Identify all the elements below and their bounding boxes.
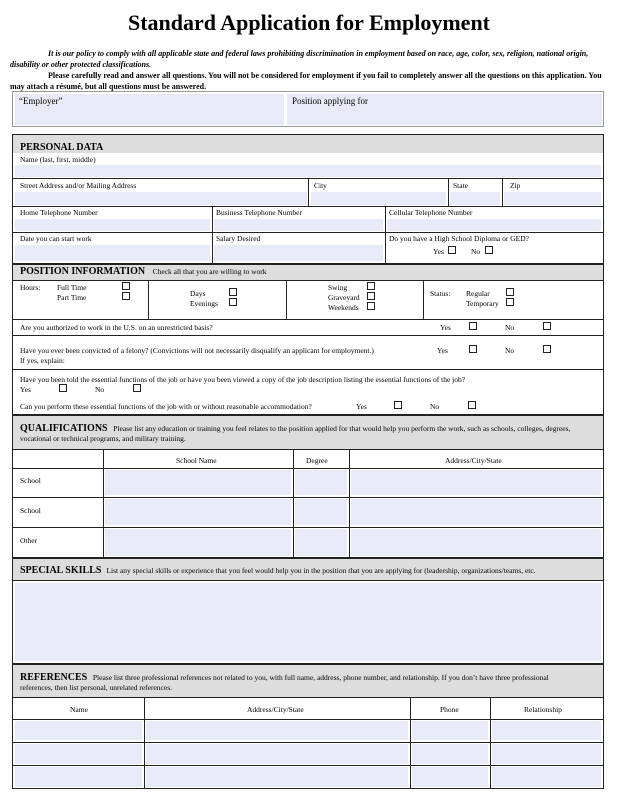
degree-field[interactable] [295,499,347,525]
divider [212,207,213,264]
diploma-question: Do you have a High School Diploma or GED? [389,234,529,243]
perform-question: Can you perform these essential functions of the job with or without reasonable accommodation? [20,402,312,411]
diploma-yes-label: Yes [433,247,444,256]
name-label: Name (last, first, middle) [20,155,96,164]
divider [13,719,603,720]
reference-name-field[interactable] [15,744,142,764]
full-time-checkbox[interactable] [122,282,130,290]
street-label: Street Address and/or Mailing Address [20,181,137,190]
days-label: Days [190,289,206,298]
divider [293,449,294,558]
reference-relationship-field[interactable] [492,767,601,787]
divider [13,527,603,528]
reference-name-field[interactable] [15,767,142,787]
job-functions-no-checkbox[interactable] [133,384,141,392]
reference-address-field[interactable] [146,744,408,764]
part-time-label: Part Time [57,293,87,302]
graveyard-checkbox[interactable] [367,292,375,300]
regular-label: Regular [466,289,490,298]
reference-phone-field[interactable] [412,721,488,740]
status-label: Status: [430,289,451,298]
cell-phone-field[interactable] [387,219,601,231]
felony-question: Have you ever been convicted of a felony? (Convictions will not necessarily disqualify an applicant for employment.) [20,346,374,355]
zip-field[interactable] [504,192,601,205]
start-date-label: Date you can start work [20,234,92,243]
part-time-checkbox[interactable] [122,292,130,300]
authorized-question: Are you authorized to work in the U.S. on an unrestricted basis? [20,323,213,332]
qualifications-heading-text: QUALIFICATIONS [20,423,108,434]
city-field[interactable] [311,192,446,205]
divider [490,697,491,789]
authorized-no-label: No [505,323,515,332]
cell-phone-label: Cellular Telephone Number [389,208,473,217]
references-heading [20,673,580,693]
business-phone-field[interactable] [214,219,383,231]
felony-no-checkbox[interactable] [543,345,551,353]
policy-statement [10,48,610,92]
swing-checkbox[interactable] [367,282,375,290]
address-field[interactable] [351,529,601,556]
degree-field[interactable] [295,470,347,495]
temporary-label: Temporary [466,299,499,308]
divider [385,207,386,264]
reference-phone-column-header: Phone [440,705,459,714]
diploma-yes-checkbox[interactable] [448,246,456,254]
weekends-checkbox[interactable] [367,302,375,310]
address-field[interactable] [351,499,601,525]
divider [148,280,149,319]
divider [13,742,603,743]
references-heading-text: REFERENCES [20,672,88,683]
degree-column-header: Degree [306,456,328,465]
reference-address-column-header: Address/City/State [247,705,304,714]
divider [13,369,603,370]
references-note: Please list three professional references not related to you, with full name, address, phone number, and relationship. If you don’t have three professional references, then list personal, unrelated references. [20,673,549,692]
evenings-checkbox[interactable] [229,298,237,306]
felony-explain-label: If yes, explain: [20,356,65,365]
reference-address-field[interactable] [146,721,408,740]
divider [13,232,603,233]
instructions-text: Please carefully read and answer all questions. You will not be considered for employment if you fail to completely answer all the questions on this application. You may attach a résumé, but all questions must be answered. [10,71,602,91]
diploma-no-checkbox[interactable] [485,246,493,254]
divider [286,280,287,319]
special-skills-note: List any special skills or experience that you feel would help you in the position that you are applying for (leadership, organizations/teams, etc. [106,566,536,575]
school-name-field[interactable] [105,499,291,525]
divider [13,497,603,498]
job-functions-no-label: No [95,385,105,394]
business-phone-label: Business Telephone Number [216,208,302,217]
divider [13,449,603,450]
street-field[interactable] [15,192,307,205]
graveyard-label: Graveyard [328,293,360,302]
school-name-column-header: School Name [176,456,217,465]
address-column-header: Address/City/State [445,456,502,465]
reference-relationship-field[interactable] [492,744,601,764]
felony-yes-label: Yes [437,346,448,355]
job-functions-yes-label: Yes [20,385,31,394]
evenings-label: Evenings [190,299,218,308]
hours-label: Hours: [20,283,41,292]
divider [13,206,603,207]
zip-label: Zip [510,181,521,190]
felony-yes-checkbox[interactable] [469,345,477,353]
school-name-field[interactable] [105,470,291,495]
position-info-heading-text: POSITION INFORMATION [20,266,146,277]
job-functions-question: Have you been told the essential functions of the job or have you been viewed a copy of the job description listing the essential functions of the job? [20,375,466,384]
salary-label: Salary Desired [216,234,261,243]
swing-label: Swing [328,283,348,292]
qualification-row-label: School [20,476,41,485]
perform-no-checkbox[interactable] [468,401,476,409]
authorized-no-checkbox[interactable] [543,322,551,330]
reference-name-column-header: Name [70,705,88,714]
school-name-field[interactable] [105,529,291,556]
address-field[interactable] [351,470,601,495]
divider [349,449,350,558]
authorized-yes-checkbox[interactable] [469,322,477,330]
start-date-field[interactable] [15,245,210,261]
divider [410,697,411,789]
reference-phone-field[interactable] [412,744,488,764]
full-time-label: Full Time [57,283,87,292]
job-functions-yes-checkbox[interactable] [59,384,67,392]
divider [13,580,603,581]
divider [144,697,145,789]
position-info-note: Check all that you are willing to work [152,267,267,276]
divider [448,179,449,207]
divider [13,468,603,469]
weekends-label: Weekends [328,303,359,312]
policy-text: It is our policy to comply with all applicable state and federal laws prohibiting discrimination in employment based on race, age, color, sex, religion, national origin, disability or other protected classifications. [10,49,589,69]
divider [13,697,603,698]
degree-field[interactable] [295,529,347,556]
divider [423,280,424,319]
special-skills-field[interactable] [15,583,601,661]
employer-label: “Employer” [19,96,63,106]
authorized-yes-label: Yes [440,323,451,332]
state-field[interactable] [450,192,500,205]
divider [13,335,603,336]
qualification-row-label: Other [20,536,38,545]
reference-name-field[interactable] [15,721,142,740]
reference-relationship-column-header: Relationship [524,705,562,714]
position-info-heading [20,266,267,277]
divider [13,280,603,281]
salary-field[interactable] [214,245,383,261]
state-label: State [453,181,468,190]
form-title: Standard Application for Employment [127,10,491,35]
divider [13,319,603,320]
reference-relationship-field[interactable] [492,721,601,740]
special-skills-heading-text: SPECIAL SKILLS [20,565,102,576]
diploma-no-label: No [471,247,481,256]
home-phone-label: Home Telephone Number [20,208,98,217]
qualifications-heading [20,424,598,444]
divider [13,765,603,766]
perform-yes-label: Yes [356,402,367,411]
special-skills-heading [20,565,536,576]
reference-address-field[interactable] [146,767,408,787]
position-applying-label: Position applying for [292,96,368,106]
regular-checkbox[interactable] [506,288,514,296]
divider [103,449,104,558]
temporary-checkbox[interactable] [506,298,514,306]
city-label: City [314,181,327,190]
reference-phone-field[interactable] [412,767,488,787]
home-phone-field[interactable] [15,219,210,231]
divider [308,179,309,207]
name-field[interactable] [15,165,601,177]
felony-no-label: No [505,346,515,355]
perform-yes-checkbox[interactable] [394,401,402,409]
qualification-row-label: School [20,506,41,515]
divider [502,179,503,207]
days-checkbox[interactable] [229,288,237,296]
perform-no-label: No [430,402,440,411]
qualifications-note: Please list any education or training you feel relates to the position applied for that would help you perform the work, such as schools, colleges, degrees, vocational or technical programs, and military training. [20,424,571,443]
personal-data-heading: PERSONAL DATA [20,142,104,153]
